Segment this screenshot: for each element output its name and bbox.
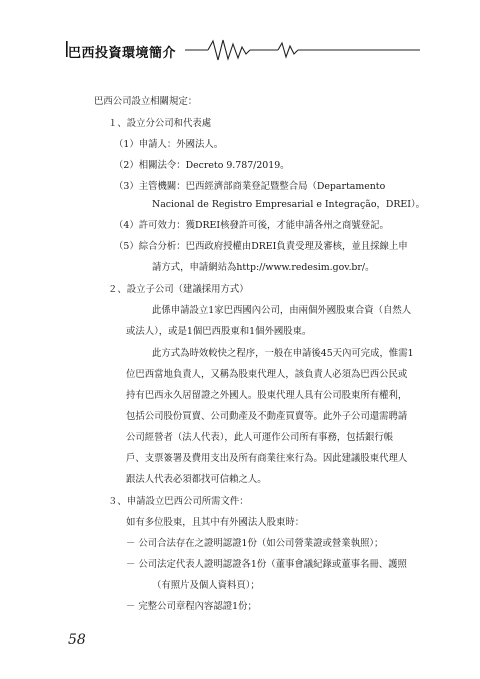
section1-heading: １、設立分公司和代表處 bbox=[108, 118, 212, 129]
section2-paragraph-line: 此方式為時效較快之程序，一般在申請後45天內可完成，惟需1 bbox=[152, 348, 414, 359]
section1-item: （5）綜合分析：巴西政府授權由DREI負責受理及審核，並且採線上申 bbox=[114, 241, 408, 252]
section1-item: （2）相關法令：Decreto 9.787/2019。 bbox=[114, 160, 290, 171]
section1-item: （3）主管機關：巴西經濟部商業登記暨整合局（Departamento bbox=[114, 181, 386, 192]
section2-heading: ２、設立子公司（建議採用方式） bbox=[108, 284, 249, 295]
section3-list-item: － 公司合法存在之證明認證1份（如公司營業證或營業執照）； bbox=[126, 538, 384, 549]
page-number: 58 bbox=[68, 632, 86, 648]
section2-paragraph-line: 跟法人代表必須都找可信賴之人。 bbox=[126, 474, 267, 485]
section3-subheading: 如有多位股東，且其中有外國法人股東時： bbox=[126, 517, 305, 528]
header-title: 巴西投資環境簡介 bbox=[68, 46, 177, 61]
section2-paragraph-line: 位巴西當地負責人，又稱為股東代理人，該負責人必須為巴西公民或 bbox=[126, 369, 408, 380]
section3-heading: ３、申請設立巴西公司所需文件： bbox=[108, 496, 249, 507]
section2-paragraph-line: 公司經營者（法人代表），此人可運作公司所有事務，包括銀行帳 bbox=[126, 432, 394, 443]
page-header bbox=[0, 38, 480, 64]
section1-item: （1）申請人：外國法人。 bbox=[114, 139, 224, 150]
section3-list-item: － 完整公司章程內容認證1份； bbox=[126, 601, 257, 612]
section2-paragraph-line: 包括公司股份買賣、公司動產及不動產買賣等。此外子公司還需聘請 bbox=[126, 411, 408, 422]
section3-list-item-continued: （有照片及個人資料頁）； bbox=[152, 580, 260, 591]
section2-paragraph-line: 或法人），或是1個巴西股東和1個外國股東。 bbox=[126, 326, 312, 337]
section1-item-continued: Nacional de Registro Empresarial e Integração，DREI）。 bbox=[152, 199, 426, 210]
section2-paragraph-line: 此係申請設立1家巴西國內公司，由兩個外國股東合資（自然人 bbox=[152, 305, 412, 316]
section1-item-continued: 請方式，申請網站為http://www.redesim.gov.br/。 bbox=[152, 262, 375, 273]
section2-paragraph-line: 持有巴西永久居留證之外國人。股東代理人具有公司股東所有權利， bbox=[126, 390, 408, 401]
section2-paragraph-line: 戶、支票簽署及費用支出及所有商業往來行為。因此建議股東代理人 bbox=[126, 453, 408, 464]
intro-text: 巴西公司設立相關規定： bbox=[94, 96, 198, 107]
section1-item: （4）許可效力：獲DREI核發許可後，才能申請各州之商號登記。 bbox=[114, 220, 389, 231]
section3-list-item: － 公司法定代表人證明認證各1份（董事會議紀錄或董事名冊、護照 bbox=[126, 559, 407, 570]
